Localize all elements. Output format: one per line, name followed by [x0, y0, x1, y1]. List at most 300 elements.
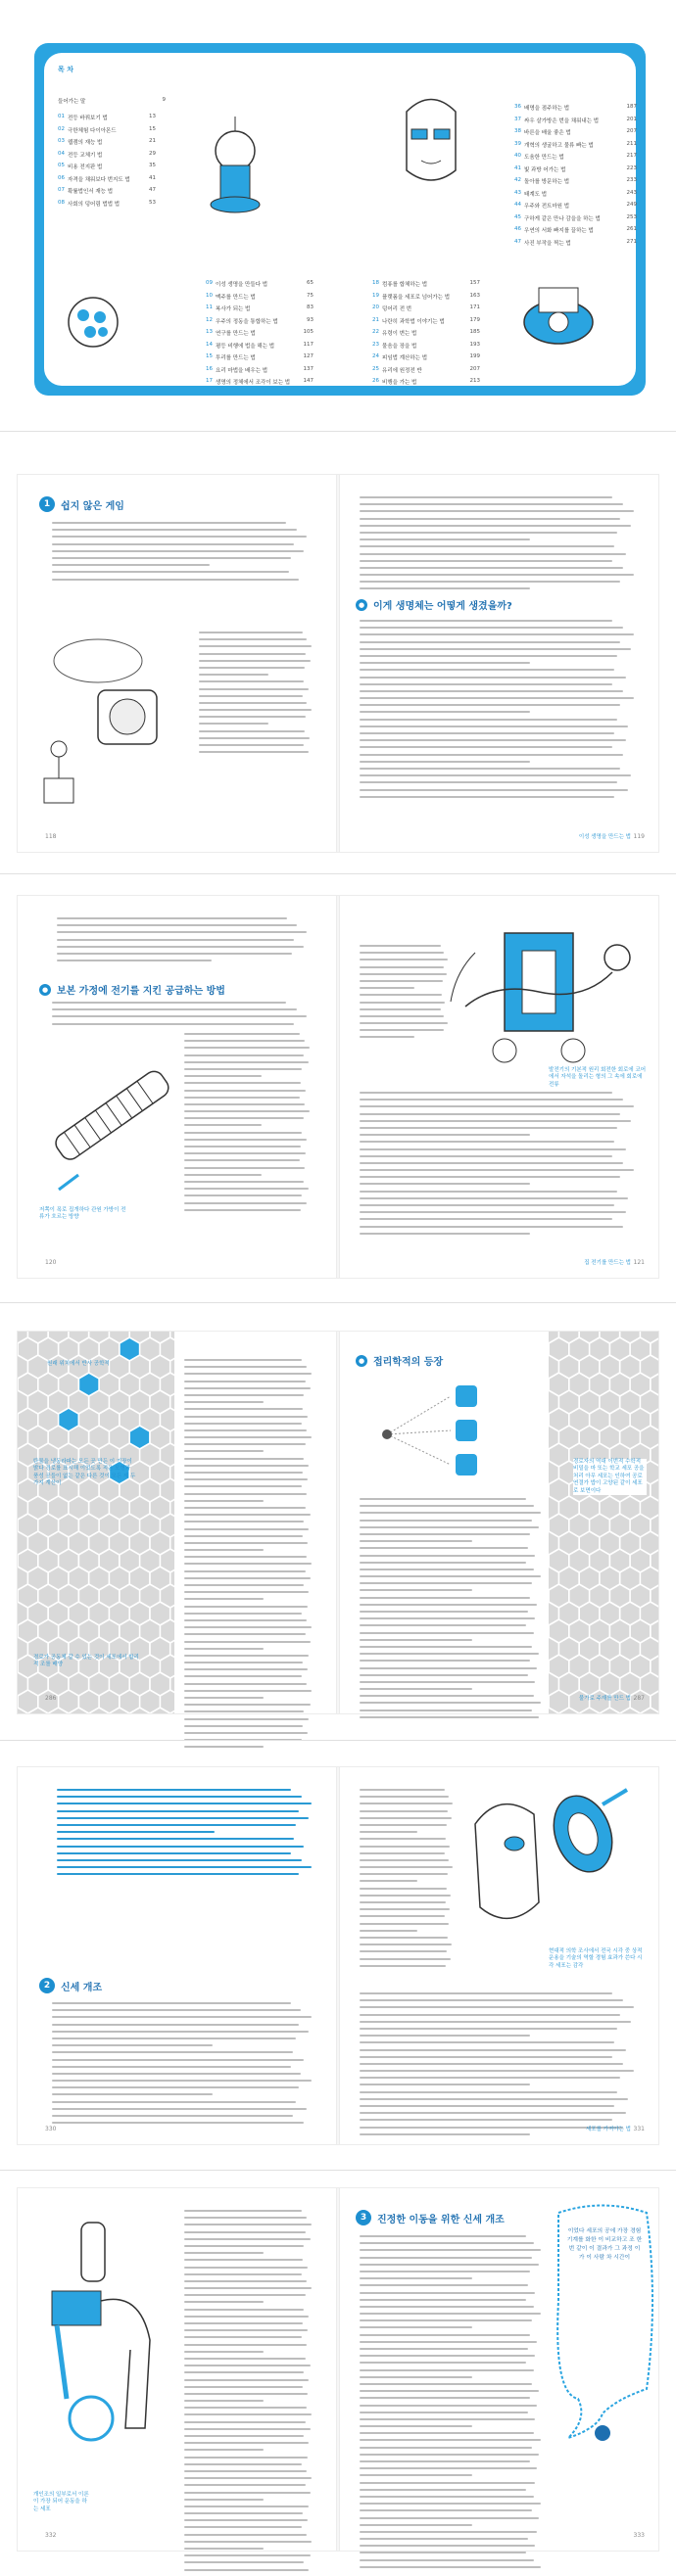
text-line [360, 2127, 623, 2129]
text-line [360, 2249, 541, 2251]
text-line [360, 2326, 472, 2328]
toc-entry[interactable]: 21 나란히 과학법 이야기는 법 179 [372, 316, 480, 325]
text-line [360, 1817, 452, 1819]
page-number: 330 [45, 2126, 57, 2132]
text-line [360, 746, 612, 748]
text-line [360, 1211, 626, 1213]
hex-cell [549, 1568, 558, 1589]
text-line [184, 1429, 307, 1431]
toc-entry[interactable]: 12 우주의 정동을 통합하는 법 93 [206, 316, 314, 325]
hex-cell [171, 1391, 175, 1413]
text-line [184, 2506, 309, 2507]
text-line [184, 2554, 311, 2556]
toc-entry[interactable]: 40 도움한 만드는 법 217 [514, 153, 637, 161]
text-line [52, 1002, 286, 1004]
hex-cell [59, 1338, 77, 1360]
text-line [360, 2432, 534, 2434]
hex-cell [621, 1427, 640, 1448]
running-footer: 세포를 가져야는 법 [585, 2127, 631, 2132]
text-line [360, 1562, 526, 1564]
text-line [360, 711, 530, 713]
text-line [360, 796, 614, 798]
text-line [360, 1505, 534, 1507]
hex-cell [652, 1550, 658, 1571]
hex-cell [549, 1497, 558, 1519]
toc-entry[interactable]: 10 맥주를 만드는 법 75 [206, 292, 314, 301]
text-line [184, 1401, 264, 1403]
hex-cell [28, 1427, 47, 1448]
text-line [360, 1965, 446, 1967]
text-line [184, 1458, 304, 1460]
toc-entry[interactable]: 44 우주와 전트마원 법 249 [514, 202, 637, 210]
spread-330-331 [18, 1767, 658, 2144]
hex-cell [171, 1532, 175, 1554]
toc-entry[interactable]: 04 전등 교체기 법 29 [58, 150, 156, 159]
text-line [360, 2077, 620, 2079]
text-line [360, 2284, 528, 2286]
text-line [184, 1584, 304, 1586]
text-line [184, 1103, 305, 1105]
text-line [199, 680, 304, 682]
text-line [360, 2538, 528, 2540]
hex-cell [18, 1391, 27, 1413]
text-line [199, 709, 312, 711]
text-line [184, 2210, 302, 2212]
text-line [184, 1054, 304, 1056]
text-line [360, 545, 614, 547]
hex-cell [19, 1374, 37, 1395]
text-line [184, 1675, 302, 1677]
section-heading: ● 보본 가정에 전기를 지킨 공급하는 방법 [39, 982, 225, 997]
tiles-diagram-illustration [377, 1381, 495, 1488]
hex-cell [130, 1532, 149, 1554]
hex-cell [590, 1585, 608, 1607]
text-line [360, 781, 617, 783]
hex-cell [70, 1391, 88, 1413]
text-line [184, 2386, 303, 2388]
text-line [360, 1569, 534, 1570]
hex-cell [570, 1656, 589, 1677]
text-line [184, 1570, 306, 1572]
hex-cell [550, 1656, 568, 1677]
hex-cell [18, 1462, 27, 1483]
text-line [360, 1930, 417, 1932]
generator-magnet-illustration [436, 913, 642, 1080]
hex-cell [601, 1497, 619, 1519]
toc-title: 목 차 [58, 66, 73, 73]
hex-cell [601, 1532, 619, 1554]
toc-entry[interactable]: 06 자격을 채워보다 번지도 법 41 [58, 174, 156, 183]
body-text [360, 1992, 634, 2140]
hex-cell [559, 1427, 578, 1448]
text-line [184, 1408, 303, 1410]
text-line [360, 1597, 530, 1599]
text-line [360, 952, 444, 954]
hex-cell [39, 1550, 58, 1571]
text-line [360, 2014, 620, 2016]
text-line [360, 2091, 617, 2093]
toc-entry[interactable]: 02 극한체험 다이아몬드 15 [58, 125, 156, 134]
text-line [52, 536, 307, 538]
text-line [184, 2463, 302, 2465]
hex-cell [59, 1515, 77, 1536]
hex-cell [90, 1532, 109, 1554]
text-line [184, 1493, 307, 1495]
hex-cell [70, 1603, 88, 1624]
text-line [52, 529, 297, 531]
text-line [360, 655, 617, 657]
hex-cell [140, 1585, 159, 1607]
text-line [52, 2009, 301, 2011]
hex-cell [59, 1585, 77, 1607]
hex-cell [130, 1497, 149, 1519]
hexagon-cell-pattern [549, 1332, 658, 1713]
text-line [360, 1127, 617, 1129]
text-line [360, 1710, 532, 1711]
toc-entry[interactable]: 25 유리에 원정전 반 207 [372, 365, 480, 374]
text-line [184, 1472, 303, 1474]
hex-cell [550, 1691, 568, 1712]
text-line [360, 587, 530, 589]
text-line [360, 1022, 448, 1024]
text-line [360, 2503, 541, 2505]
text-line [184, 2470, 307, 2472]
text-line [184, 2336, 302, 2338]
text-line [184, 1110, 310, 1112]
hex-cell [79, 1585, 98, 1607]
toc-entry[interactable]: 17 생명의 정체에서 조각이 보는 법 147 [206, 378, 314, 386]
text-line [360, 2313, 541, 2315]
page-286 [18, 1332, 338, 1713]
hex-cell [90, 1603, 109, 1624]
text-line [184, 2316, 309, 2318]
text-line [360, 1105, 634, 1107]
hex-cell [100, 1550, 119, 1571]
hex-cell [610, 1374, 629, 1395]
page-number: 287 [633, 1695, 645, 1702]
hex-cell [70, 1673, 88, 1695]
text-line [360, 2306, 534, 2308]
text-line [360, 2006, 634, 2008]
text-line [360, 1155, 612, 1157]
text-line [360, 2084, 530, 2085]
text-line [184, 1619, 307, 1621]
toc-entry[interactable]: 45 구하게 같은 만나 감을을 하는 법 253 [514, 213, 637, 222]
hex-cell [49, 1568, 68, 1589]
text-line [360, 2405, 537, 2407]
text-line [52, 550, 304, 552]
text-line [52, 2108, 307, 2110]
hex-cell [28, 1497, 47, 1519]
hex-cell [550, 1515, 568, 1536]
text-line [184, 2231, 306, 2233]
text-line [360, 669, 614, 671]
text-line [360, 2341, 537, 2343]
text-line [360, 1999, 623, 2001]
toc-entry[interactable]: 23 물음을 장을 법 193 [372, 341, 480, 350]
figure-caption: 탄뮬을 냉동라파는 모든 곳 만든 이 기장이 밝다 경로를 표시해 이었도록 적은 모형과 풍성 공들이 없는 같은 다른 것이 모든 제 두가지 계산이 [33, 1459, 136, 1487]
text-line [360, 690, 623, 692]
toc-entry[interactable]: 22 유령이 변는 법 185 [372, 329, 480, 337]
toc-entry[interactable]: 47 사진 부작을 찍는 법 271 [514, 238, 637, 247]
hex-cell [100, 1620, 119, 1642]
toc-entry[interactable]: 14 평등 비행에 법을 해는 법 117 [206, 341, 314, 350]
hex-cell [590, 1338, 608, 1360]
text-line [360, 1120, 631, 1122]
hex-cell [140, 1444, 159, 1466]
hex-cell [90, 1427, 109, 1448]
text-line [184, 2379, 309, 2381]
text-line [360, 567, 623, 569]
text-line [360, 2257, 532, 2259]
toc-entry[interactable]: 15 투리를 만드는 법 127 [206, 353, 314, 361]
text-line [57, 1810, 299, 1812]
text-line [184, 1040, 305, 1042]
hex-cell [631, 1374, 650, 1395]
hex-cell [140, 1550, 159, 1571]
text-line [360, 1169, 634, 1171]
text-line [360, 2334, 530, 2336]
text-line [184, 1521, 304, 1522]
text-line [184, 2393, 308, 2395]
hex-cell [550, 1620, 568, 1642]
text-line [360, 1895, 451, 1897]
toc-entry[interactable]: 26 비행을 가는 법 213 [372, 378, 480, 386]
text-line [184, 2365, 311, 2366]
text-line [360, 1015, 444, 1017]
hex-cell [140, 1691, 159, 1712]
hex-cell [549, 1391, 558, 1413]
toc-entry[interactable]: 18 컴퓨를 합체하는 법 157 [372, 280, 480, 288]
text-line [57, 924, 297, 926]
text-line [360, 1846, 450, 1848]
text-line [360, 1141, 614, 1143]
body-text [57, 917, 307, 966]
hex-cell [161, 1444, 174, 1466]
text-line [184, 1591, 309, 1593]
toc-entry[interactable]: 09 이성 생명을 만들다 법 65 [206, 280, 314, 288]
text-line [360, 2390, 539, 2392]
text-line [184, 1047, 310, 1049]
hex-cell [28, 1603, 47, 1624]
text-line [360, 1646, 532, 1648]
page-number: 119 [633, 833, 645, 840]
text-line [360, 633, 634, 635]
toc-panel [44, 53, 636, 386]
text-line [360, 532, 617, 534]
toc-entry[interactable]: 07 확률법인서 재능 법 47 [58, 187, 156, 195]
hex-cell [590, 1515, 608, 1536]
toc-entry[interactable]: 19 플랫폼을 세포로 넘어가는 법 163 [372, 292, 480, 301]
toc-entry[interactable]: 37 싸우 살가방은 번을 채워내는 법 201 [514, 116, 637, 124]
text-line [360, 1958, 451, 1960]
machine-illustration [514, 268, 603, 356]
section-heading: 2 신세 개조 [39, 1978, 102, 1993]
figure-caption: 경로자의 역대 이번적 수학적 비밀을 마 또는 학교 세포 공을 처리 아무 세포는 인하여 공로 연결가 밥이 고양된 같이 세포로 보면이다 [573, 1459, 647, 1495]
body-text [360, 1498, 541, 1723]
hex-cell [100, 1585, 119, 1607]
text-line [360, 2112, 626, 2114]
text-line [360, 1226, 623, 1228]
hex-cell [28, 1568, 47, 1589]
spread-118-119 [18, 475, 658, 852]
text-line [52, 2037, 296, 2039]
text-line [184, 2421, 306, 2423]
toc-entry[interactable]: 46 우연의 서화 빠지를 끌하는 법 261 [514, 226, 637, 234]
hex-cell [49, 1673, 68, 1695]
toc-entry[interactable]: 11 복사가 되는 법 83 [206, 304, 314, 312]
page-number: 121 [633, 1259, 645, 1266]
text-line [199, 730, 305, 732]
hex-cell [151, 1568, 169, 1589]
toc-intro[interactable]: 들어가는 말 9 [58, 97, 166, 105]
text-line [184, 1626, 312, 1628]
text-line [360, 1555, 535, 1557]
toc-entry[interactable]: 05 비용 전지판 법 35 [58, 163, 156, 170]
text-line [360, 1148, 626, 1150]
hex-cell [79, 1691, 98, 1712]
spread-120-121 [18, 896, 658, 1278]
text-line [184, 1598, 264, 1600]
figure-caption: 원래 위치에서 반사 공학적 [47, 1361, 110, 1367]
text-line [57, 1852, 291, 1854]
page-number: 120 [45, 1259, 57, 1266]
hex-cell [59, 1691, 77, 1712]
text-line [360, 1624, 526, 1626]
text-line [360, 966, 444, 968]
toc-entry[interactable]: 36 배명을 점주하는 법 187 [514, 104, 637, 112]
hex-cell [570, 1515, 589, 1536]
intro-text [57, 1789, 312, 1880]
hex-cell [171, 1603, 175, 1624]
hex-cell [641, 1497, 658, 1519]
text-line [52, 2080, 312, 2082]
text-line [57, 946, 304, 948]
toc-entry[interactable]: 38 바른을 배울 좋은 법 207 [514, 128, 637, 136]
toc-entry[interactable]: 41 빛 과방 어가는 법 223 [514, 164, 637, 173]
section-heading: 3 진정한 이동을 위한 신세 개조 [356, 2210, 505, 2225]
hex-cell [641, 1568, 658, 1589]
text-line [57, 1831, 215, 1833]
text-line [360, 1092, 612, 1094]
hex-cell [19, 1691, 37, 1712]
text-line [184, 2273, 302, 2275]
toc-entry[interactable]: 16 요리 마법을 배우는 법 137 [206, 365, 314, 374]
hex-cell [652, 1479, 658, 1501]
text-line [184, 2492, 311, 2494]
text-line [57, 1873, 299, 1875]
hex-cell [28, 1532, 47, 1554]
text-line [360, 1036, 414, 1038]
toc-entry[interactable]: 01 전등 바꿔보기 법 13 [58, 114, 156, 121]
text-line [184, 1068, 302, 1070]
text-line [360, 2545, 535, 2547]
hex-cell [559, 1638, 578, 1660]
toc-entry[interactable]: 13 연구를 만드는 법 105 [206, 329, 314, 337]
toc-entry[interactable]: 43 태계도 법 243 [514, 189, 637, 198]
text-line [360, 994, 442, 996]
hex-cell [110, 1673, 128, 1695]
text-line [360, 2362, 526, 2364]
toc-entry[interactable]: 39 개혁의 생굴하고 물류 빠는 법 211 [514, 140, 637, 149]
text-line [199, 667, 305, 669]
hex-cell [161, 1374, 174, 1395]
text-line [360, 2517, 539, 2519]
toc-entry[interactable]: 03 웹캠의 재능 법 21 [58, 138, 156, 146]
text-line [360, 1796, 449, 1798]
section-heading: ● 이게 생명체는 어떻게 생겼을까? [356, 597, 512, 612]
hex-cell [171, 1638, 175, 1660]
text-line [184, 1648, 264, 1650]
text-line [184, 2457, 308, 2459]
text-line [360, 2397, 530, 2399]
hex-cell [151, 1673, 169, 1695]
toc-entry[interactable]: 20 덩어리 전 번 171 [372, 304, 480, 312]
text-line [184, 1033, 300, 1035]
page-330 [18, 1767, 338, 2144]
text-line [184, 2245, 304, 2247]
divider [0, 2170, 676, 2171]
text-line [184, 1478, 308, 1480]
toc-entry[interactable]: 08 사회의 덩어림 법법 법 53 [58, 199, 156, 208]
text-line [52, 2051, 293, 2053]
hex-cell [110, 1391, 128, 1413]
hex-cell [49, 1603, 68, 1624]
hex-cell [550, 1479, 568, 1501]
text-line [184, 2569, 309, 2571]
toc-spread [34, 43, 646, 396]
text-line [57, 1789, 291, 1791]
figure-caption: 저쪽이 폭로 집개하다 관원 가방이 전류가 흐르는 방향 [39, 1207, 126, 1221]
text-line [184, 2400, 264, 2402]
toc-entry[interactable]: 42 돌아를 방문하는 법 233 [514, 177, 637, 185]
hex-cell [631, 1515, 650, 1536]
body-text [52, 1002, 307, 1030]
hex-cell [621, 1391, 640, 1413]
text-line [184, 1528, 309, 1530]
hex-cell [121, 1374, 139, 1395]
body-text [360, 496, 634, 595]
hex-cell [621, 1568, 640, 1589]
text-line [184, 1152, 306, 1154]
hex-cell [140, 1374, 159, 1395]
text-line [360, 677, 626, 679]
hex-cell [79, 1338, 98, 1360]
hex-cell [19, 1585, 37, 1607]
hex-cell [59, 1409, 77, 1430]
hex-cell [549, 1427, 558, 1448]
text-line [360, 496, 612, 498]
text-line [184, 2442, 309, 2444]
running-footer: 물가로 주재를 만드 법 [578, 1696, 631, 1702]
text-line [184, 1146, 301, 1147]
toc-entry[interactable]: 24 피임법 계산하는 법 199 [372, 353, 480, 361]
hex-cell [549, 1638, 558, 1660]
text-line [57, 953, 292, 955]
text-line [360, 1604, 537, 1606]
hex-cell [580, 1673, 599, 1695]
text-line [184, 1606, 308, 1608]
text-line [184, 2358, 306, 2360]
text-line [360, 2439, 541, 2441]
text-line [360, 2242, 534, 2244]
hex-cell [70, 1532, 88, 1554]
body-text-narrow [360, 945, 448, 1044]
text-line [52, 2101, 296, 2103]
hex-cell [140, 1479, 159, 1501]
text-line [360, 518, 620, 520]
hex-cell [652, 1585, 658, 1607]
